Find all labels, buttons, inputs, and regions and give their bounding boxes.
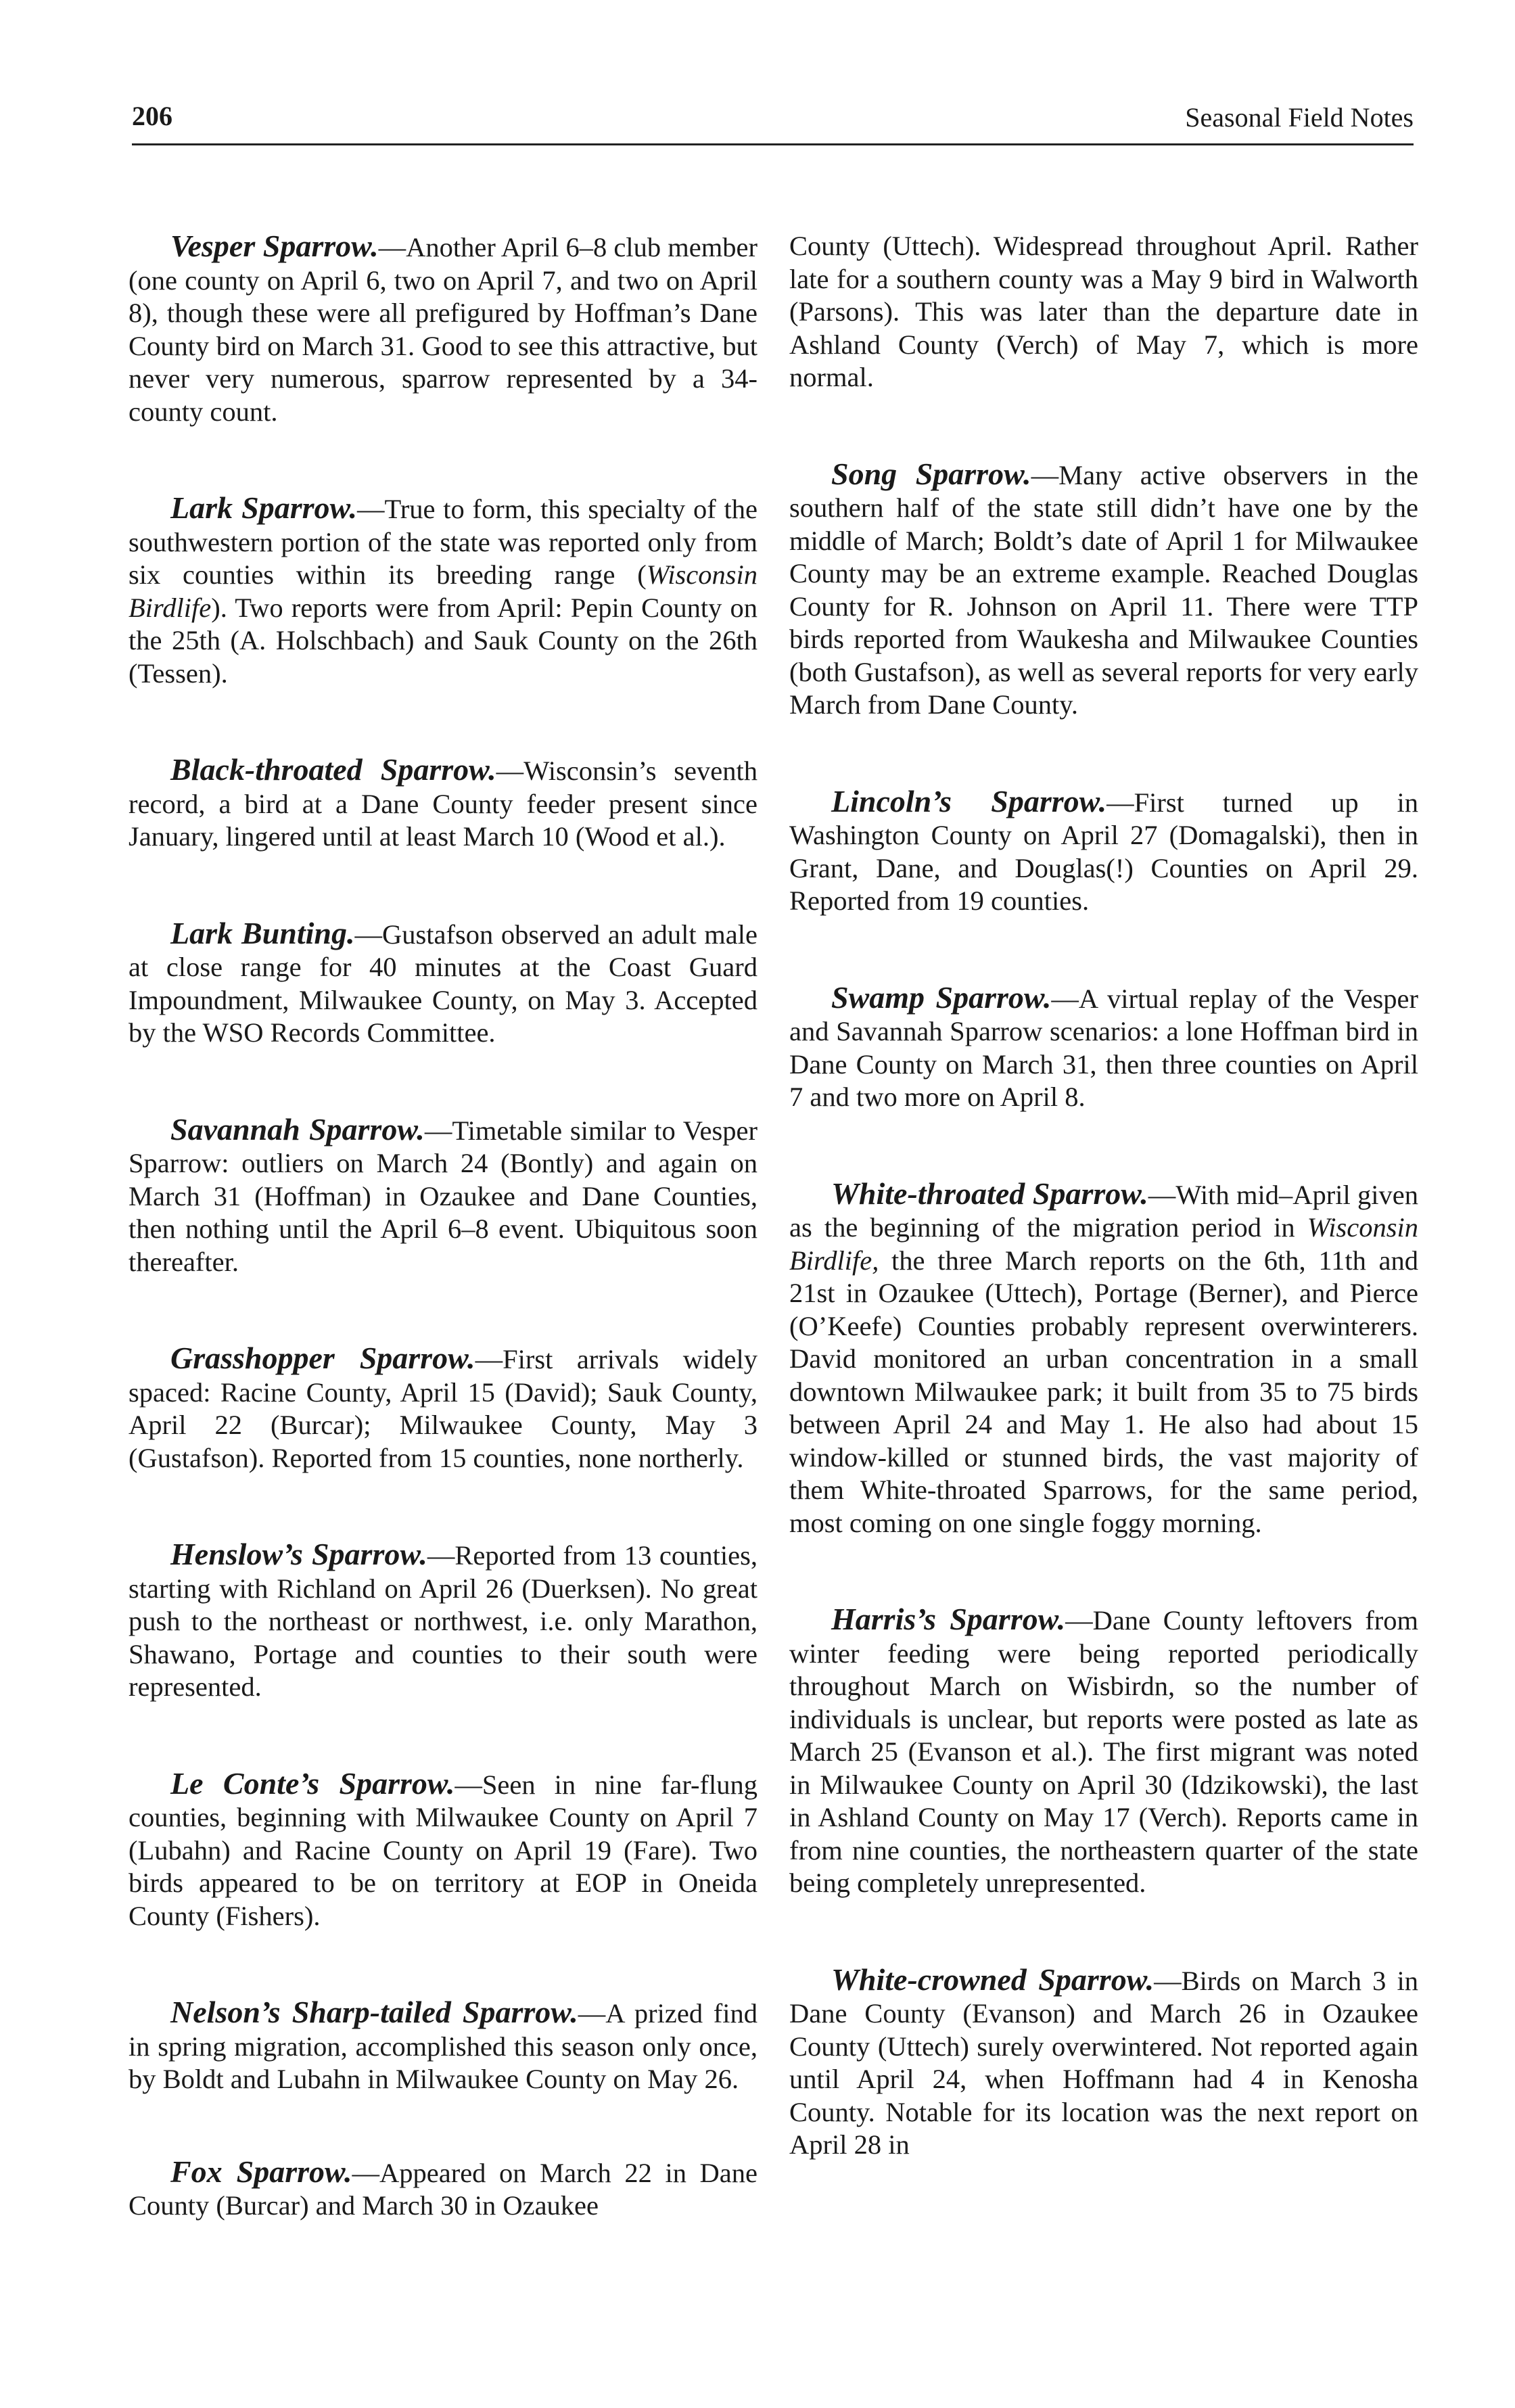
running-title: Seasonal Field Notes [1185,102,1414,133]
entry-vesper-sparrow [129,230,758,428]
entry-white-crowned-sparrow [789,1964,1418,2162]
entry-text: —Wisconsin’s seventh record, a bird at a Dane County feeder present since January, lingered until at least March 10 (Wood et al.). [129,756,758,852]
entry-lark-bunting [129,917,758,1050]
species-name: Fox Sparrow. [170,2154,352,2189]
species-name: Grasshopper Sparrow. [170,1341,475,1375]
entry-text: —Reported from 13 counties, starting with Richland on April 26 (Duerksen). No great push to the northeast or northwest, i.e. only Marathon, Shawano, Portage and counties to their south were represented. [129,1540,758,1702]
entry-text: —Gustafson observed an adult male at close range for 40 minutes at the Coast Guard Impoundment, Milwaukee County, on May 3. Accepted by the WSO Records Committee. [129,919,758,1048]
entry-harriss-sparrow [789,1603,1418,1900]
entry-fox-sparrow [129,2156,758,2223]
species-name: Swamp Sparrow. [831,979,1052,1015]
entry-lark-sparrow [129,492,758,690]
entry-swamp-sparrow [789,981,1418,1114]
species-name: Song Sparrow. [831,456,1031,491]
entry-black-throated-sparrow [129,754,758,854]
species-name: Harris’s Sparrow. [831,1602,1066,1636]
entry-text: —Many active observers in the southern half of the state still didn’t have one by the middle of March; Boldt’s date of April 1 for Milwaukee County may be an extreme example. Reached Douglas County for R. Johnson on April 11. There were TTP birds reported from Waukesha and Milwaukee Counties (both Gustafson), as well as several reports for very early March from Dane County. [789,459,1418,720]
right-column [789,230,1418,2162]
entry-text: —Another April 6–8 club member (one county on April 6, two on April 7, and two on April 8), though these were all prefigured by Hoffman’s Dane County bird on March 31. Good to see this attractive, but never very numerous, sparrow represented by a 34-county count. [129,232,758,427]
entry-white-throated-sparrow [789,1178,1418,1540]
entry-fox-sparrow-continued [789,230,1418,394]
species-name: Lark Sparrow. [170,490,357,525]
book-title: Wisconsin Birdlife, [789,1212,1418,1276]
entry-text: —A prized find in spring migration, accomplished this season only once, by Boldt and Lubahn in Milwaukee County on May 26. [129,1998,758,2094]
entry-song-sparrow [789,458,1418,722]
entry-text: —Appeared on March 22 in Dane County (Burcar) and March 30 in Ozaukee [129,2157,758,2221]
species-name: White-throated Sparrow. [831,1176,1148,1211]
species-name: Le Conte’s Sparrow. [170,1765,455,1801]
species-name: Lincoln’s Sparrow. [831,783,1107,818]
left-column [129,230,758,2223]
entry-text: —Timetable similar to Vesper Sparrow: outliers on March 24 (Bontly) and again on March 31 (Hoffman) in Ozaukee and Dane Counties, then nothing until the April 6–8 event. Ubiquitous soon thereafter. [129,1115,758,1277]
entry-text: —A virtual replay of the Vesper and Savannah Sparrow scenarios: a lone Hoffman bird in Dane County on March 31, then three counties on April 7 and two more on April 8. [789,983,1418,1112]
entry-text: —Dane County leftovers from winter feeding were being reported periodically throughout March on Wisbirdn, so the number of individuals is unclear, but reports were posted as late as March 25 (Evanson et al.). The first migrant was noted in Milwaukee County on April 30 (Idzikowski), the last in Ashland County on May 17 (Verch). Reports came in from nine counties, the northeastern quarter of the state being completely unrepresented. [789,1605,1418,1898]
entry-text: the three March reports on the 6th, 11th and 21st in Ozaukee (Uttech), Portage (Berner), and Pierce (O’Keefe) Counties probably represent overwinterers. David monitored an urban concentration in a small downtown Milwaukee park; it built from 35 to 75 birds between April 24 and May 1. He also had about 15 window-killed or stunned birds, the vast majority of them White-throated Sparrows, for the same period, most coming on one single foggy morning. [789,1245,1418,1538]
entry-savannah-sparrow [129,1113,758,1279]
species-name: Nelson’s Sharp-tailed Sparrow. [170,1995,578,2029]
species-name: White-crowned Sparrow. [831,1962,1155,1997]
species-name: Savannah Sparrow. [170,1111,425,1147]
species-name: Black-throated Sparrow. [170,752,496,787]
page-number: 206 [132,101,172,131]
entry-text: —First arrivals widely spaced: Racine County, April 15 (David); Sauk County, April 22 (Burcar); Milwaukee County, May 3 (Gustafson). Reported from 15 counties, none northerly. [129,1344,758,1473]
entry-text: —Seen in nine far-flung counties, beginning with Milwaukee County on April 7 (Lubahn) and Racine County on April 19 (Fare). Two birds appeared to be on territory at EOP in Oneida County (Fishers). [129,1769,758,1931]
entry-text: —First turned up in Washington County on April 27 (Domagalski), then in Grant, Dane, and Douglas(!) Counties on April 29. Reported from 19 counties. [789,787,1418,916]
page-header [132,95,1414,145]
book-title: Wisconsin Birdlife [129,559,758,623]
entry-text: ). Two reports were from April: Pepin County on the 25th (A. Holschbach) and Sauk County on the 26th (Tessen). [129,592,758,689]
species-name: Lark Bunting. [170,915,355,950]
species-name: Henslow’s Sparrow. [170,1537,427,1571]
species-name: Vesper Sparrow. [170,229,379,263]
entry-lincolns-sparrow [789,785,1418,918]
entry-henslows-sparrow [129,1538,758,1704]
entry-text: —True to form, this specialty of the southwestern portion of the state was reported only from six counties within its breeding range ( [129,494,758,590]
entry-text: —With mid–April given as the beginning of the migration period in [789,1179,1418,1243]
entry-text: —Birds on March 3 in Dane County (Evanson) and March 26 in Ozaukee County (Uttech) surely overwintered. Not reported again until April 24, when Hoffmann had 4 in Kenosha County. Notable for its location was the next report on April 28 in [789,1965,1418,2160]
entry-le-contes-sparrow [129,1767,758,1933]
entry-nelsons-sparrow [129,1996,758,2096]
entry-grasshopper-sparrow [129,1342,758,1475]
entry-text: County (Uttech). Widespread throughout April. Rather late for a southern county was a May 9 bird in Walworth (Parsons). This was later than the departure date in Ashland County (Verch) of May 7, which is more normal. [789,231,1418,392]
